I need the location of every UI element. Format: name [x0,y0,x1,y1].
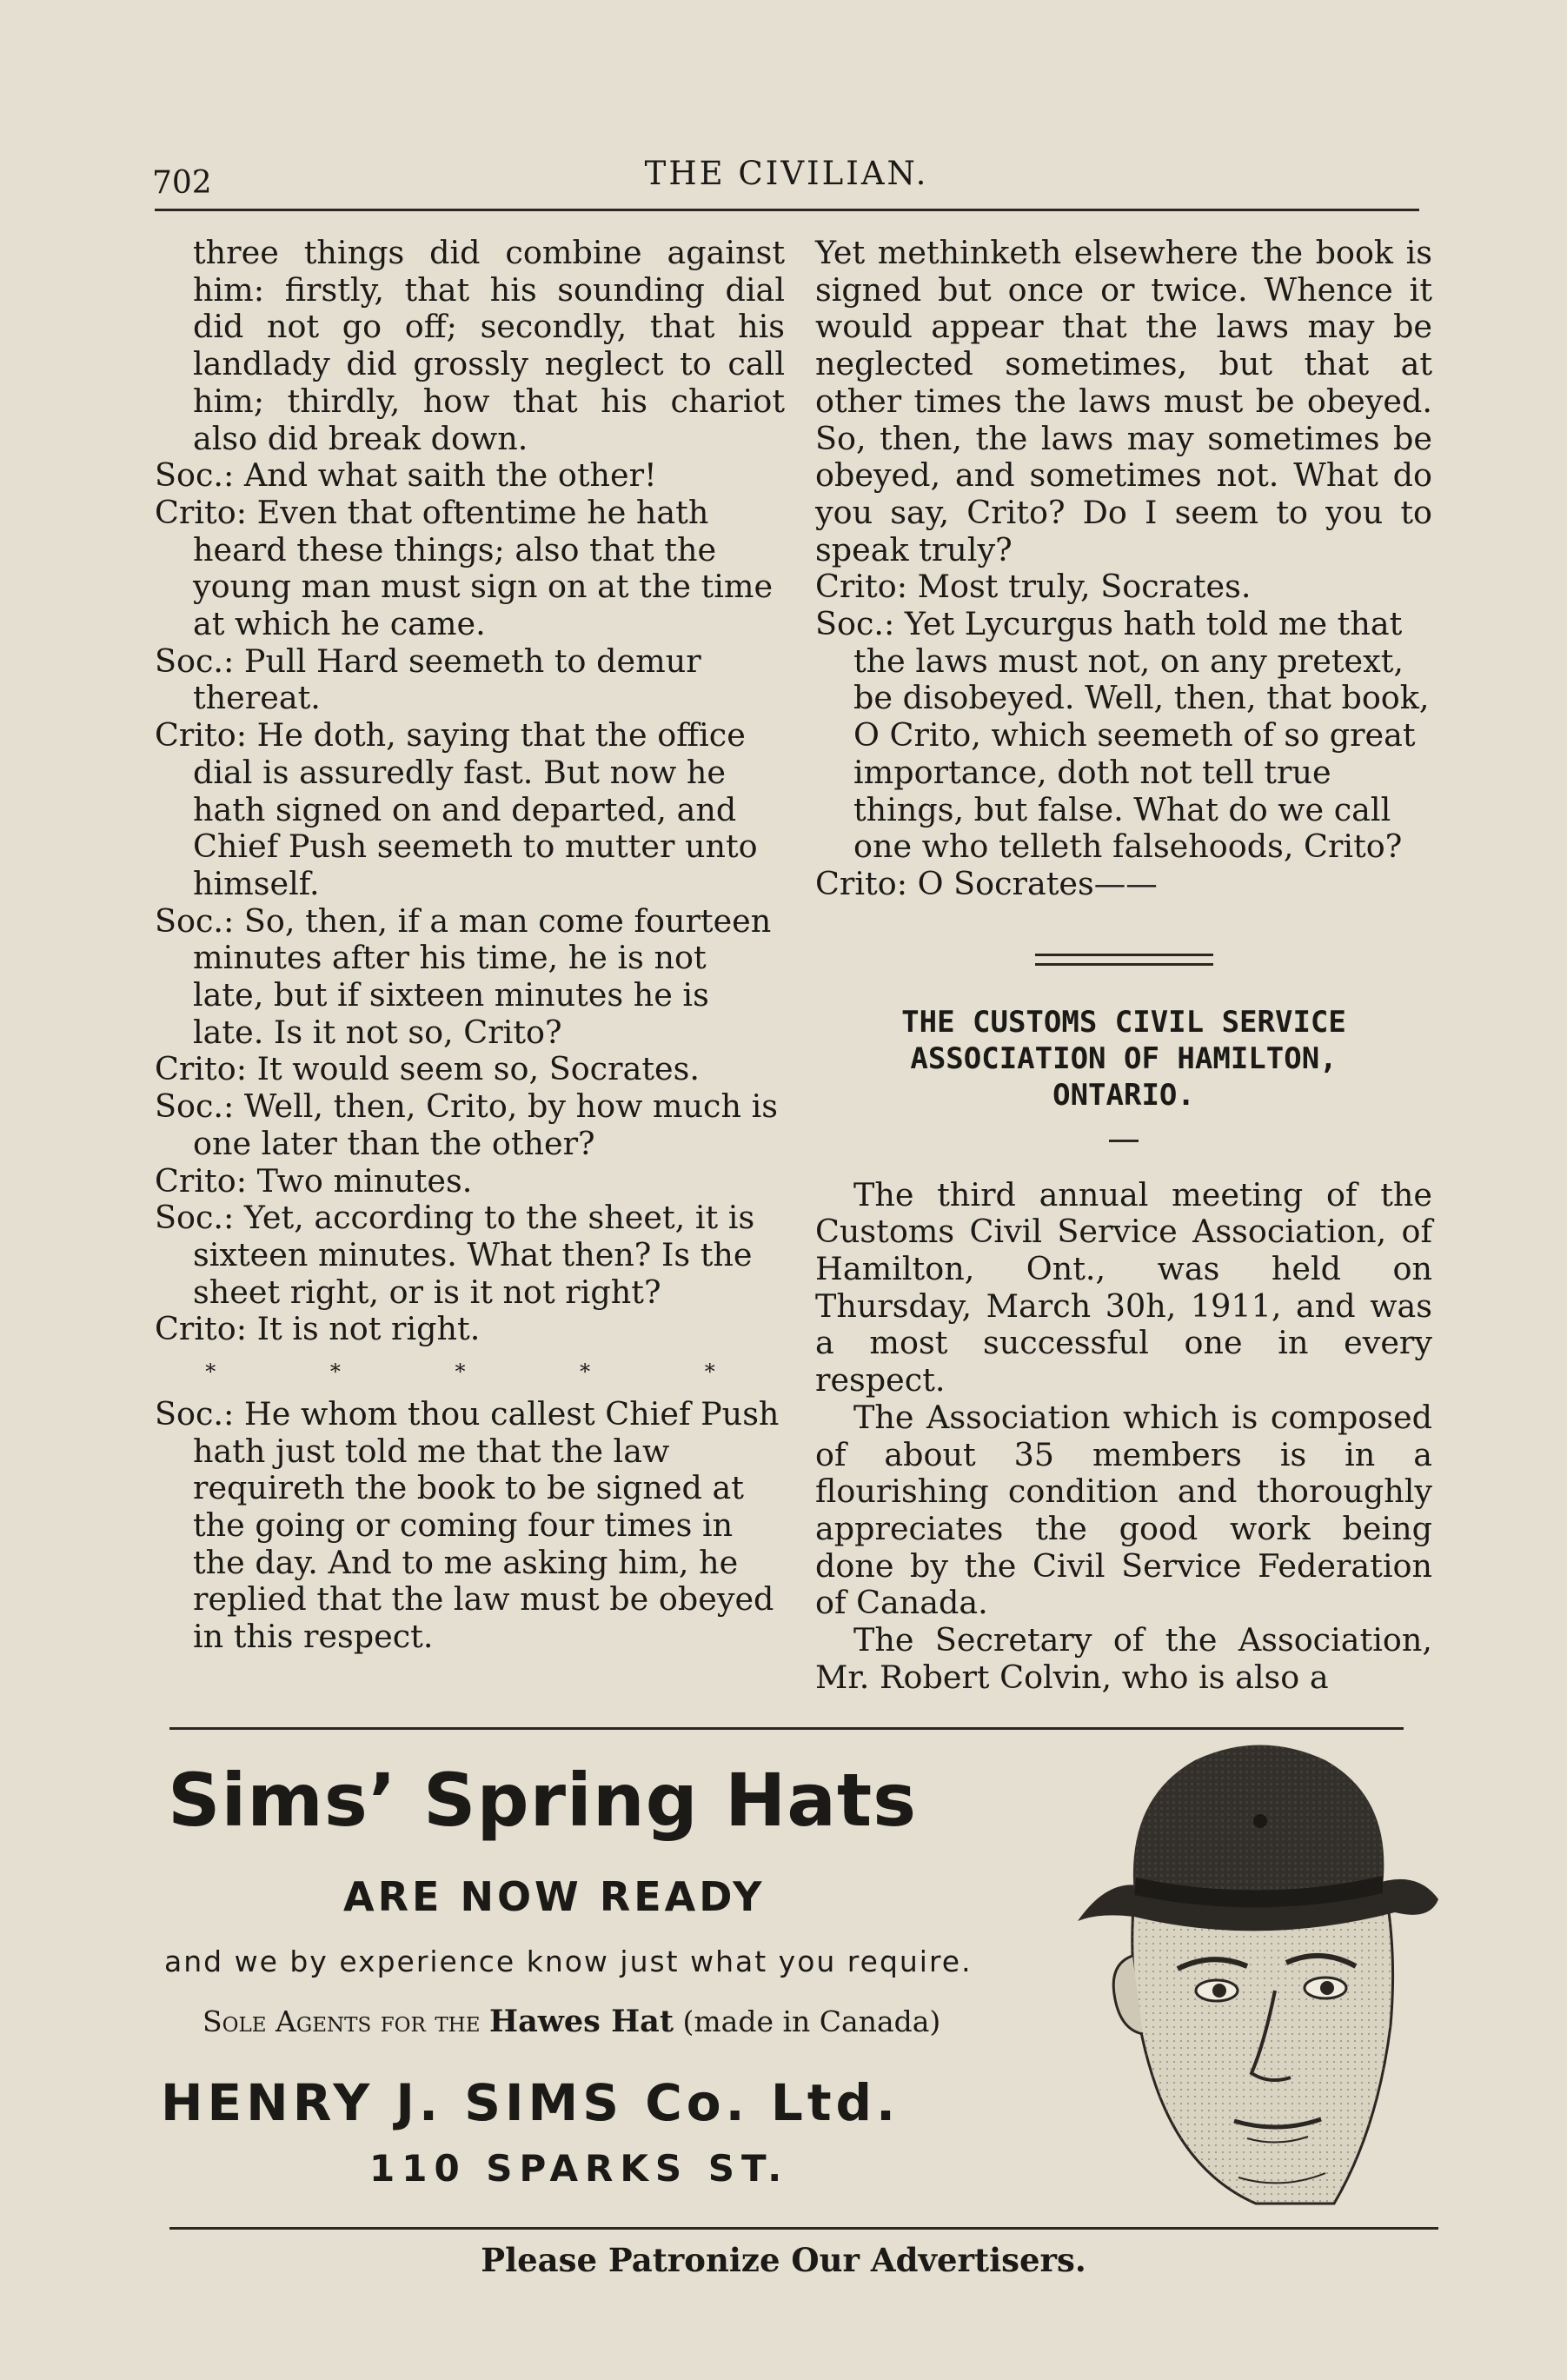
dialogue-continuation [815,235,1432,903]
ad-company-name: HENRY J. SIMS Co. Ltd. [161,2073,900,2132]
ad-agents-brand: Hawes Hat [489,2004,674,2039]
dialogue-line: Soc.: Yet, according to the sheet, it is sixteen minutes. What then? Is the sheet right, or is it not right? [155,1199,755,1311]
ad-agents-prefix: Sole Agents for the [203,2004,481,2038]
journal-title: THE CIVILIAN. [644,155,929,192]
section-break-asterisks: * * * * * [205,1360,769,1385]
dialogue-line: Crito: Even that oftentime he hath heard these things; also that the young man must sign on at the time at which he came. [155,493,774,643]
section-divider [1035,954,1213,966]
dialogue-line: Crito: Two minutes. [155,1161,473,1200]
article-paragraph: The third annual meeting of the Customs Civil Service Association, of Hamilton, Ont., was held on Thursday, March 30h, 1911, and was a most successful one in every respect. [815,1175,1432,1399]
dialogue-column-left [155,235,785,1656]
dialogue-line: Crito: It would seem so, Socrates. [155,1050,700,1088]
title-rule [1109,1140,1139,1142]
ad-agents-suffix: (made in Canada) [682,2004,941,2038]
advert-bottom-rule [169,2227,1438,2230]
footer-notice: Please Patronize Our Advertisers. [481,2241,1086,2279]
column-right [815,235,1432,1697]
bowler-hat-man-portrait-icon [1073,1738,1447,2208]
dialogue-paragraph: Yet methinketh elsewhere the book is signed but once or twice. Whence it would appear that the laws may be neglected sometimes, but that at other times the laws must be obeyed. So, then, the laws may sometimes be obeyed, and sometimes not. What do you say, Crito? Do I seem to you to speak truly? [815,234,1432,568]
dialogue-line: Crito: Most truly, Socrates. [815,568,1252,606]
dialogue-line: Crito: It is not right. [155,1310,481,1348]
dialogue-line: Soc.: Well, then, Crito, by how much is one later than the other? [155,1087,778,1162]
ad-tagline: and we by experience know just what you require. [164,1945,973,1978]
article-title-line: THE CUSTOMS CIVIL SERVICE [901,1004,1346,1040]
dialogue-line: Crito: O Socrates—— [815,864,1158,902]
ad-headline: Sims’ Spring Hats [168,1758,918,1843]
dialogue-line: Crito: He doth, saying that the office dial is assuredly fast. But now he hath signed on and departed, and Chief Push seemeth to mutter unto himself. [155,716,758,902]
dialogue-line: Soc.: Yet Lycurgus hath told me that the laws must not, on any pretext, be disobeyed. Well, then, that book, O Crito, which seemeth of so great importance, doth not tell true things, but false. What do we call one who telleth falsehoods, Crito? [815,605,1430,866]
advert-top-rule [169,1727,1404,1730]
hat-advertisement [152,1738,1447,2225]
article-body [815,1177,1432,1697]
dialogue-line: Soc.: So, then, if a man come fourteen minutes after his time, he is not late, but if sixteen minutes he is late. Is it not so, Crito? [155,901,772,1051]
article-title-line: ASSOCIATION OF HAMILTON, [910,1040,1338,1076]
dialogue-line: Soc.: Pull Hard seemeth to demur thereat. [155,642,701,717]
dialogue-line: Soc.: He whom thou callest Chief Push hath just told me that the law requireth the book to be signed at the going or coming four times in the day. And to me asking him, he replied that the law must be obeyed in this respect. [155,1394,780,1656]
article-title-line: ONTARIO. [1052,1077,1195,1113]
page-number: 702 [152,165,212,201]
dialogue-line: Soc.: And what saith the other! [155,456,657,495]
article-paragraph: The Association which is composed of about 35 members is in a flourishing condition and thoroughly appreciates the good work being done by the Civil Service Federation of Canada. [815,1398,1432,1622]
dialogue-continuation-line: three things did combine against him: firstly, that his sounding dial did not go off; secondly, that his landlady did grossly neglect to call him; thirdly, how that his chariot also did break down. [193,234,785,457]
ad-subhead: ARE NOW READY [343,1873,766,1920]
article-title [815,1004,1432,1114]
ad-address: 110 SPARKS ST. [369,2147,789,2190]
header-rule [155,209,1419,211]
article-paragraph: The Secretary of the Association, Mr. Robert Colvin, who is also a [815,1621,1432,1696]
running-head [152,155,1421,201]
ad-sole-agents-line [203,2004,940,2039]
